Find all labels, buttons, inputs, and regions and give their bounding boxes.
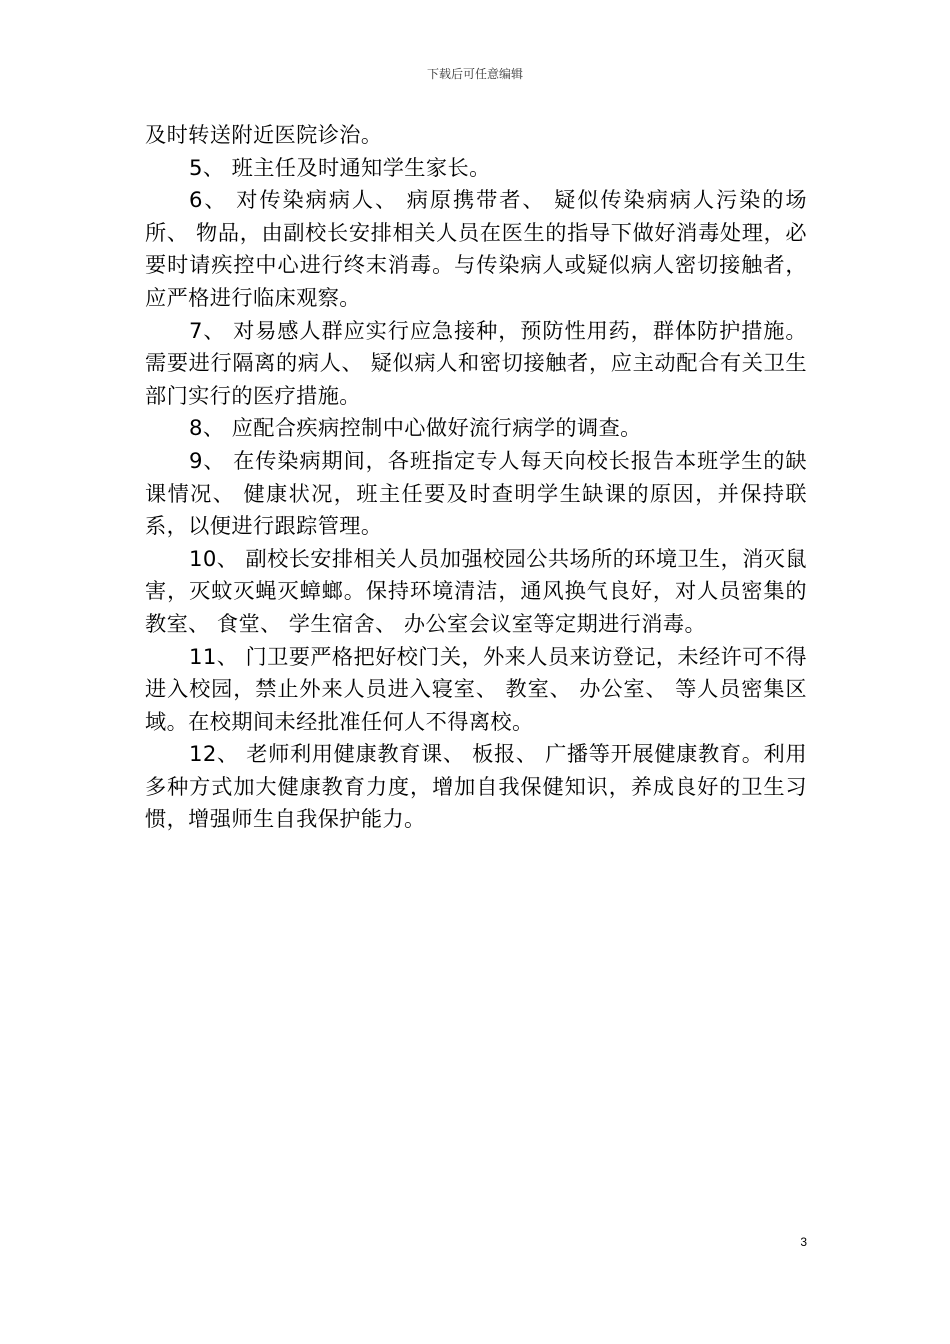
paragraph-item-12: 12、 老师利用健康教育课、 板报、 广播等开展健康教育。利用多种方式加大健康教育力度，增加自我保健知识，养成良好的卫生习惯，增强师生自我保护能力。	[145, 741, 807, 832]
paragraph-item-7: 7、 对易感人群应实行应急接种，预防性用药，群体防护措施。需要进行隔离的病人、 疑似病人和密切接触者，应主动配合有关卫生部门实行的医疗措施。	[145, 317, 807, 408]
paragraph-continuation: 及时转送附近医院诊治。	[145, 122, 383, 147]
page-number: 3	[800, 1235, 807, 1249]
paragraph-item-11: 11、 门卫要严格把好校门关，外来人员来访登记，未经许可不得进入校园，禁止外来人员进入寝室、 教室、 办公室、 等人员密集区域。在校期间未经批准任何人不得离校。	[145, 643, 807, 734]
paragraph-item-9: 9、 在传染病期间，各班指定专人每天向校长报告本班学生的缺课情况、 健康状况，班主任要及时查明学生缺课的原因，并保持联系，以便进行跟踪管理。	[145, 447, 807, 539]
paragraph-item-6: 6、 对传染病病人、 病原携带者、 疑似传染病病人污染的场所、 物品，由副校长安排相关人员在医生的指导下做好消毒处理，必要时请疾控中心进行终末消毒。与传染病人或疑似病人密切接触者，应严格进行临床观察。	[145, 187, 807, 310]
document-body	[145, 119, 807, 836]
paragraph-item-8: 8、 应配合疾病控制中心做好流行病学的调查。	[189, 415, 642, 441]
paragraph-item-10: 10、 副校长安排相关人员加强校园公共场所的环境卫生，消灭鼠害，灭蚊灭蝇灭蟑螂。保持环境清洁，通风换气良好，对人员密集的教室、 食堂、 学生宿舍、 办公室会议室等定期进行消毒。	[145, 545, 807, 636]
paragraph-item-5: 5、 班主任及时通知学生家长。	[189, 154, 491, 180]
page-header: 下载后可任意编辑	[426, 67, 523, 81]
